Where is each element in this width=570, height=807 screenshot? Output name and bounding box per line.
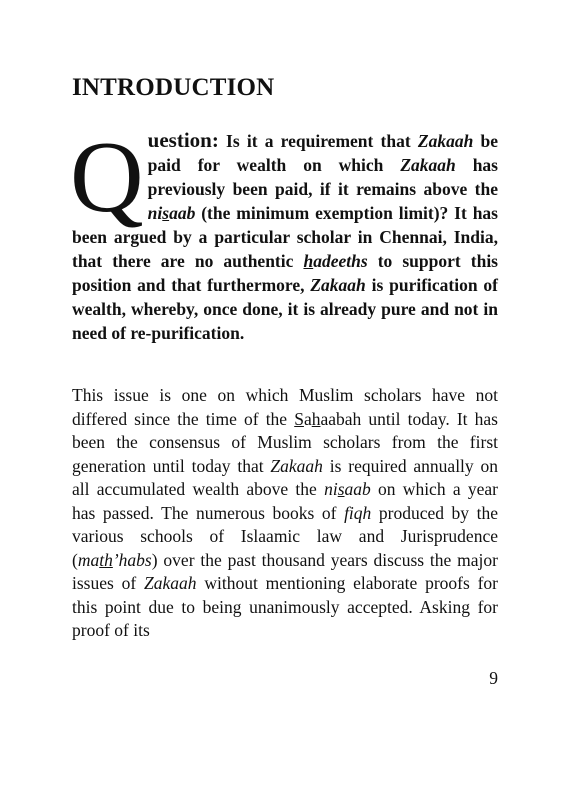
document-page xyxy=(72,0,498,807)
body-text: This issue is one on which Muslim scholars have not differed since the time of the Sahaabah until today. It has been the consensus of Muslim scholars from the first generation until today that Zakaah is required annually on all accumulated wealth above the nisaab on which a year has passed. The numerous books of fiqh produced by the various schools of Islaamic law and Jurisprudence (math’habs) over the past thousand years discuss the major issues of Zakaah without mentioning elaborate proofs for this point due to being unanimously accepted. Asking for proof of its xyxy=(72,385,499,640)
page-number: 9 xyxy=(489,668,498,688)
question-text: Is it a requirement that Zakaah be paid for wealth on which Zakaah has previously been paid, if it remains above the nisaab (the minimum exemption limit)? It has been argued by a particular scholar in Chennai, India, that there are no authentic hadeeths to support this position and that furthermore, Zakaah is purification of wealth, whereby, once done, it is already pure and not in need of re-purification. xyxy=(72,131,499,343)
body-paragraph xyxy=(72,384,498,643)
drop-cap: Q xyxy=(70,121,144,234)
question-paragraph xyxy=(70,121,499,345)
section-heading: INTRODUCTION xyxy=(72,74,275,101)
question-lead: uestion: xyxy=(147,128,219,152)
